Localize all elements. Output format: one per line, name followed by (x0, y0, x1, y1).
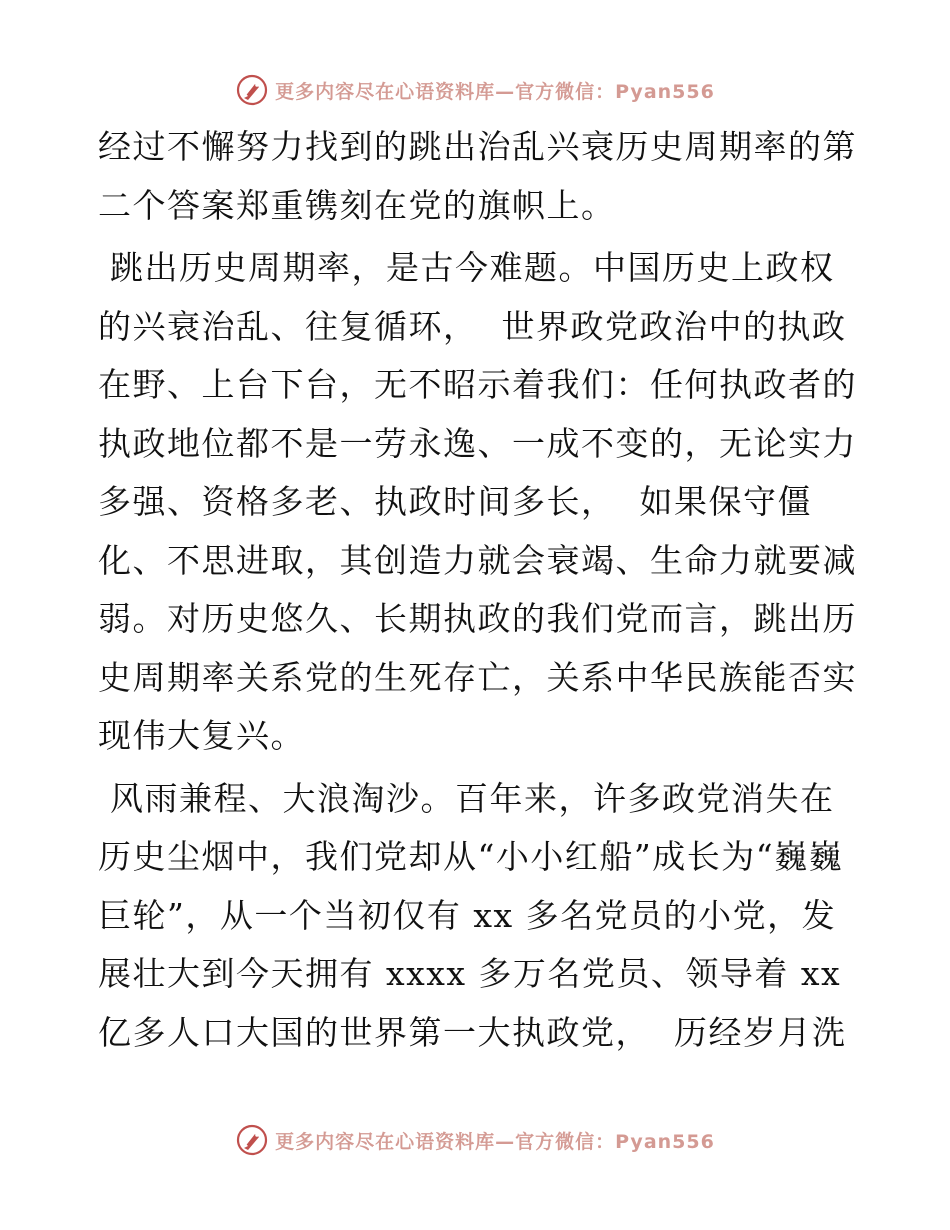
pen-nib-circle-icon (235, 1123, 269, 1157)
document-body (98, 118, 858, 1066)
pen-nib-circle-icon (235, 73, 269, 107)
header-watermark-banner (0, 70, 950, 110)
paragraph-1: 经过不懈努力找到的跳出治乱兴衰历史周期率的第二个答案郑重镌刻在党的旗帜上。 (98, 127, 857, 225)
footer-watermark-text: 更多内容尽在心语资料库—官方微信：Pyan556 (275, 1130, 715, 1153)
header-watermark-text: 更多内容尽在心语资料库—官方微信：Pyan556 (275, 80, 715, 103)
paragraph-2: 跳出历史周期率，是古今难题。中国历史上政权的兴衰治乱、往复循环， 世界政党政治中的执政在野、上台下台，无不昭示着我们：任何执政者的执政地位都不是一劳永逸、一成不变的，无论实力多强、资格多老、执政时间多长， 如果保守僵化、不思进取，其创造力就会衰竭、生命力就要减弱。对历史悠久、长期执政的我们党而言，跳出历史周期率关系党的生死存亡，关系中华民族能否实现伟大复兴。 (98, 248, 857, 755)
paragraph-3: 风雨兼程、大浪淘沙。百年来，许多政党消失在历史尘烟中，我们党却从“小小红船”成长为“巍巍巨轮”，从一个当初仅有 xx 多名党员的小党，发展壮大到今天拥有 xxxx 多万名党员、领导着 xx 亿多人口大国的世界第一大执政党， 历经岁月洗 (98, 778, 854, 1052)
footer-watermark-banner (0, 1120, 950, 1160)
